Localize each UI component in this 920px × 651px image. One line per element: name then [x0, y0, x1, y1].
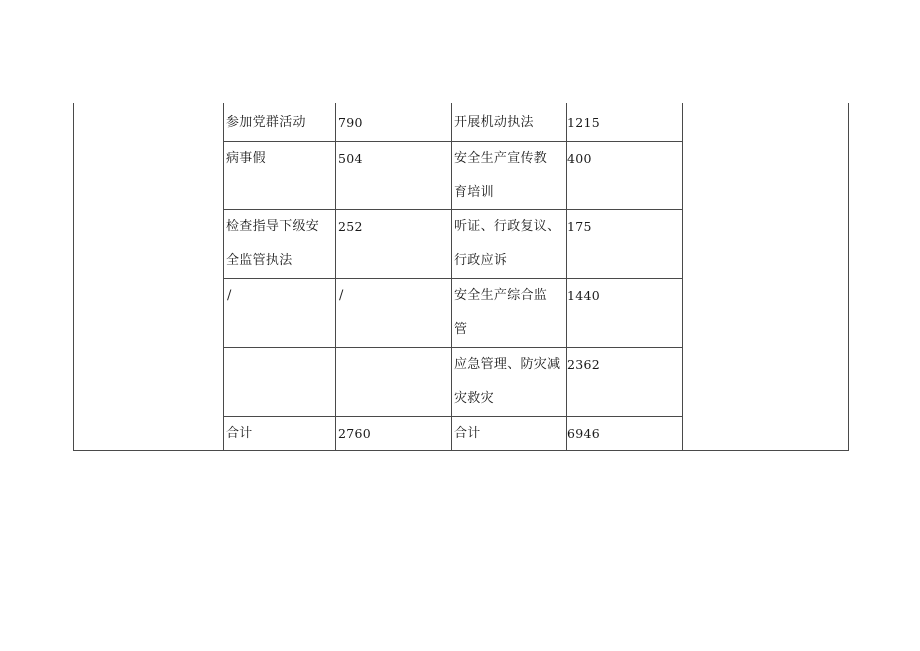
- cell-right-item: [454, 279, 547, 347]
- cell-left-value: 252: [338, 219, 363, 234]
- cell-left-item: [226, 106, 306, 140]
- cell-right-value: 6946: [567, 426, 601, 441]
- cell-text-line: 合计: [454, 426, 481, 441]
- cell-right-item: [454, 417, 481, 451]
- cell-text-line: 全监管执法: [226, 253, 293, 268]
- cell-text-line: 管: [454, 322, 468, 337]
- cell-text-line: 检查指导下级安: [226, 219, 320, 234]
- row-divider-5: [223, 416, 682, 417]
- cell-text-line: 合计: [226, 426, 253, 441]
- cell-left-value: 2760: [338, 426, 372, 441]
- table-col-divider-1: [223, 103, 224, 450]
- cell-left-value: 790: [338, 115, 363, 130]
- cell-text-line: /: [227, 288, 232, 303]
- cell-right-value: 400: [567, 151, 592, 166]
- cell-text-line: 安全生产宣传教: [454, 151, 548, 166]
- table-border-right: [848, 103, 849, 450]
- row-divider-4: [223, 347, 682, 348]
- cell-text-line: 安全生产综合监: [454, 288, 548, 303]
- cell-right-item: [454, 348, 560, 416]
- row-divider-1: [223, 141, 682, 142]
- cell-text-line: 听证、行政复议、: [454, 219, 561, 234]
- table-col-divider-5: [682, 103, 683, 450]
- cell-right-item: [454, 142, 547, 210]
- cell-left-item: [227, 279, 232, 313]
- cell-right-value: 175: [567, 219, 592, 234]
- cell-right-item: [454, 106, 534, 140]
- cell-right-value: 1440: [567, 288, 601, 303]
- cell-left-value: /: [339, 288, 344, 303]
- cell-text-line: 应急管理、防灾减: [454, 357, 561, 372]
- cell-left-item: [226, 210, 319, 278]
- cell-right-value: 1215: [567, 115, 601, 130]
- table-col-divider-2: [335, 103, 336, 450]
- cell-text-line: 参加党群活动: [226, 115, 306, 130]
- row-divider-3: [223, 278, 682, 279]
- cell-text-line: 育培训: [454, 185, 494, 200]
- table-border-left: [73, 103, 74, 450]
- cell-left-item: [226, 417, 253, 451]
- cell-text-line: 开展机动执法: [454, 115, 534, 130]
- cell-right-value: 2362: [567, 357, 601, 372]
- cell-right-item: [454, 210, 560, 278]
- cell-text-line: 行政应诉: [454, 253, 508, 268]
- cell-text-line: 病事假: [226, 151, 266, 166]
- cell-left-item: [226, 142, 266, 176]
- table-col-divider-3: [451, 103, 452, 450]
- cell-left-value: 504: [338, 151, 363, 166]
- cell-text-line: 灾救灾: [454, 391, 494, 406]
